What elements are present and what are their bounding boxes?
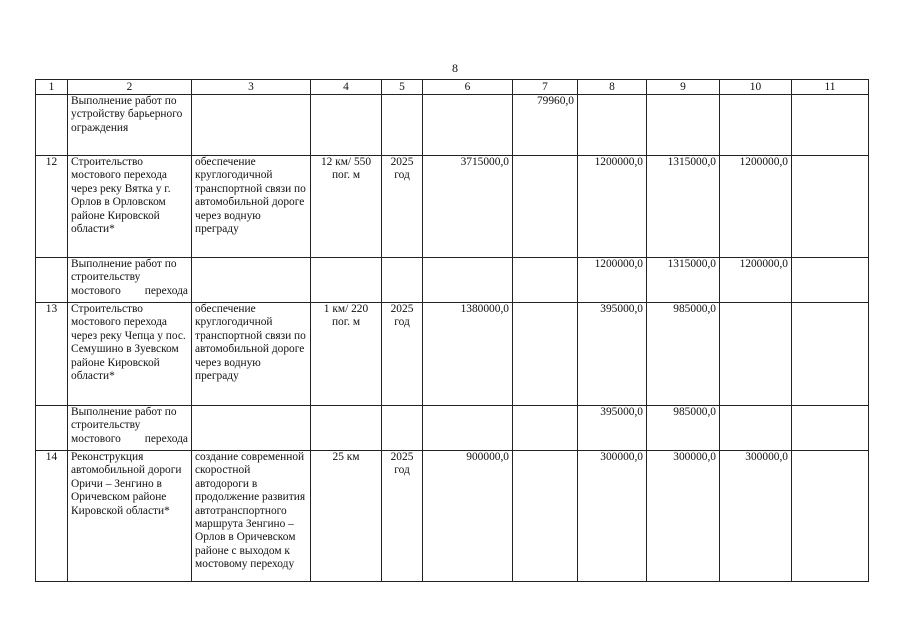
row-number: 12 [36,156,68,258]
table-row [36,406,869,451]
total-cost [423,406,513,451]
object-name: Выполнение работ по устройству барьерного ограждения [68,95,192,156]
value-col-9: 985000,0 [647,406,720,451]
completion-year [382,258,423,303]
column-number-header [36,80,869,95]
value-col-10 [720,95,792,156]
object-name: Выполнение работ по строительству мостового перехода [68,258,192,303]
value-col-7: 79960,0 [513,95,578,156]
column-header: 1 [36,80,68,95]
purpose: создание современной скоростной автодороги в продолжение развития автотранспортного маршрута Зенгино – Орлов в Оричевском районе с выходом к мостовому переходу [192,451,311,582]
value-col-9 [647,95,720,156]
purpose [192,95,311,156]
completion-year [382,95,423,156]
value-col-7 [513,156,578,258]
total-cost: 3715000,0 [423,156,513,258]
value-col-7 [513,451,578,582]
column-header: 6 [423,80,513,95]
row-number [36,258,68,303]
object-name: Строительство мостового перехода через реку Чепца у пос. Семушино в Зуевском районе Кировской области* [68,303,192,406]
table-row [36,258,869,303]
row-number [36,95,68,156]
completion-year: 2025 год [382,156,423,258]
purpose [192,258,311,303]
purpose: обеспечение круглогодичной транспортной связи по автомобильной дороге через водную преграду [192,156,311,258]
capacity: 25 км [311,451,382,582]
value-col-8: 395000,0 [578,303,647,406]
value-col-10: 1200000,0 [720,156,792,258]
value-col-9: 985000,0 [647,303,720,406]
value-col-8: 300000,0 [578,451,647,582]
column-header: 9 [647,80,720,95]
value-col-8: 1200000,0 [578,156,647,258]
object-name: Выполнение работ по строительству мостового перехода [68,406,192,451]
value-col-9: 1315000,0 [647,258,720,303]
value-col-7 [513,406,578,451]
column-header: 3 [192,80,311,95]
value-col-11 [792,451,869,582]
table-row [36,451,869,582]
row-number [36,406,68,451]
row-number: 13 [36,303,68,406]
table-row [36,156,869,258]
value-col-7 [513,303,578,406]
value-col-7 [513,258,578,303]
value-col-11 [792,303,869,406]
value-col-11 [792,406,869,451]
total-cost: 900000,0 [423,451,513,582]
completion-year: 2025 год [382,303,423,406]
value-col-9: 300000,0 [647,451,720,582]
completion-year: 2025 год [382,451,423,582]
value-col-10: 1200000,0 [720,258,792,303]
table-row [36,303,869,406]
capacity [311,95,382,156]
column-header: 8 [578,80,647,95]
completion-year [382,406,423,451]
value-col-10: 300000,0 [720,451,792,582]
value-col-8: 395000,0 [578,406,647,451]
column-header: 11 [792,80,869,95]
capacity [311,258,382,303]
value-col-8 [578,95,647,156]
purpose [192,406,311,451]
object-name: Реконструкция автомобильной дороги Оричи – Зенгино в Оричевском районе Кировской области* [68,451,192,582]
capacity: 1 км/ 220 пог. м [311,303,382,406]
page-number: 8 [452,61,458,75]
value-col-11 [792,258,869,303]
value-col-10 [720,303,792,406]
column-header: 5 [382,80,423,95]
total-cost: 1380000,0 [423,303,513,406]
capacity [311,406,382,451]
value-col-11 [792,156,869,258]
capacity: 12 км/ 550 пог. м [311,156,382,258]
value-col-11 [792,95,869,156]
object-name: Строительство мостового перехода через реку Вятка у г. Орлов в Орловском районе Кировской области* [68,156,192,258]
value-col-9: 1315000,0 [647,156,720,258]
total-cost [423,258,513,303]
investment-table [35,79,869,582]
purpose: обеспечение круглогодичной транспортной связи по автомобильной дороге через водную преграду [192,303,311,406]
value-col-8: 1200000,0 [578,258,647,303]
column-header: 10 [720,80,792,95]
row-number: 14 [36,451,68,582]
table-row [36,95,869,156]
column-header: 2 [68,80,192,95]
column-header: 4 [311,80,382,95]
column-header: 7 [513,80,578,95]
value-col-10 [720,406,792,451]
total-cost [423,95,513,156]
